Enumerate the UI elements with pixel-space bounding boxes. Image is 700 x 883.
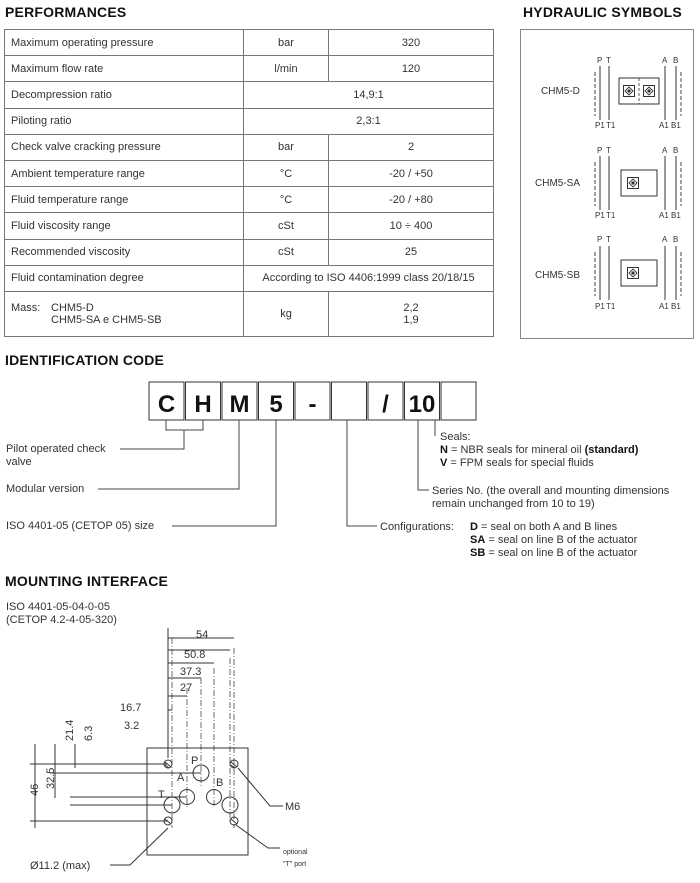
svg-text:B: B [216,777,224,789]
param-cell: Decompression ratio [5,82,244,108]
mounting-standard-2: (CETOP 4.2-4-05-320) [6,614,117,626]
svg-text:T1: T1 [606,302,616,311]
mass-row [5,291,494,336]
performance-row [5,265,494,291]
svg-text:A1: A1 [659,121,669,130]
performance-row [5,82,494,108]
svg-text:T: T [606,146,611,155]
svg-text:B: B [673,56,679,65]
value-cell: 25 [329,239,494,265]
code-char: - [308,391,317,418]
code-box [441,382,476,420]
svg-text:T: T [606,235,611,244]
mass-value-cell: 2,2 1,9 [329,291,494,336]
value-cell: 2 [329,134,494,160]
param-cell: Ambient temperature range [5,160,244,186]
svg-text:"T" port: "T" port [283,861,307,868]
value-cell: -20 / +50 [329,160,494,186]
hydraulic-symbols-title: HYDRAULIC SYMBOLS [523,4,682,20]
mounting-interface-drawing [0,628,700,883]
code-char: C [157,391,176,418]
performance-row [5,239,494,265]
svg-text:32.5: 32.5 [45,767,57,789]
pilot-label: Pilot operated check valve [6,443,106,468]
param-cell: Fluid contamination degree [5,265,244,291]
performance-row [5,30,494,56]
performance-row [5,134,494,160]
value-cell: -20 / +80 [329,187,494,213]
svg-text:46: 46 [29,783,41,796]
code-char: H [194,391,212,418]
svg-text:21.4: 21.4 [64,719,76,741]
svg-text:B: B [673,146,679,155]
svg-text:P: P [597,56,603,65]
svg-text:P1: P1 [595,302,605,311]
performances-title: PERFORMANCES [5,4,127,20]
svg-text:P1: P1 [595,121,605,130]
symbol-chm5-sa [535,146,681,220]
mass-unit-cell: kg [244,291,329,336]
param-cell: Check valve cracking pressure [5,134,244,160]
symbol-label: CHM5-D [541,86,580,97]
svg-text:16.7: 16.7 [120,702,142,714]
svg-text:T1: T1 [606,211,616,220]
code-char: 5 [269,391,283,418]
code-char: 10 [408,391,436,418]
svg-text:B1: B1 [671,302,681,311]
svg-text:T1: T1 [606,121,616,130]
svg-text:T: T [606,56,611,65]
svg-text:A: A [177,772,185,784]
svg-text:M6: M6 [285,801,301,813]
mounting-standard-1: ISO 4401-05-04-0-05 [6,601,110,613]
value-cell: 2,3:1 [244,108,494,134]
value-cell: According to ISO 4406:1999 class 20/18/15 [244,265,494,291]
param-cell: Fluid temperature range [5,187,244,213]
svg-text:B1: B1 [671,121,681,130]
svg-text:3.2: 3.2 [124,720,140,732]
svg-text:A1: A1 [659,302,669,311]
unit-cell: cSt [244,239,329,265]
value-cell: 320 [329,30,494,56]
param-cell: Recommended viscosity [5,239,244,265]
code-char: M [229,391,250,418]
mass-param-cell: Mass: CHM5-D CHM5-SA e CHM5-SB [5,291,244,336]
unit-cell: l/min [244,56,329,82]
svg-text:27: 27 [180,682,193,694]
value-cell: 10 ÷ 400 [329,213,494,239]
svg-text:optional: optional [283,849,308,856]
param-cell: Maximum flow rate [5,56,244,82]
symbol-label: CHM5-SB [535,270,581,281]
svg-text:Ø11.2 (max): Ø11.2 (max) [30,860,91,872]
svg-text:6.3: 6.3 [83,725,95,741]
unit-cell: bar [244,30,329,56]
performance-row [5,160,494,186]
modular-label: Modular version [6,483,85,495]
configurations-title: Configurations: [380,521,454,533]
symbol-chm5-sb [535,235,681,311]
svg-text:T: T [158,789,165,801]
mounting-interface-title: MOUNTING INTERFACE [5,573,169,589]
svg-text:P: P [597,146,603,155]
svg-text:P1: P1 [595,211,605,220]
value-cell: 14,9:1 [244,82,494,108]
code-box [332,382,367,420]
performance-row [5,108,494,134]
code-char: / [382,391,389,418]
svg-text:37.3: 37.3 [180,666,202,678]
symbol-chm5-d [541,56,681,130]
svg-text:50.8: 50.8 [184,649,206,661]
unit-cell: °C [244,187,329,213]
svg-text:P: P [191,755,199,767]
value-cell: 120 [329,56,494,82]
svg-text:B: B [673,235,679,244]
size-label: ISO 4401-05 (CETOP 05) size [6,520,155,532]
seals-block: Seals: N = NBR seals for mineral oil (standard) V = FPM seals for special fluids [440,431,639,469]
svg-text:A: A [662,235,668,244]
unit-cell: °C [244,160,329,186]
symbol-label: CHM5-SA [535,178,581,189]
unit-cell: bar [244,134,329,160]
param-cell: Fluid viscosity range [5,213,244,239]
performances-table [4,29,494,337]
svg-text:A: A [662,56,668,65]
svg-text:A: A [662,146,668,155]
svg-text:54: 54 [196,629,209,641]
param-cell: Piloting ratio [5,108,244,134]
unit-cell: cSt [244,213,329,239]
param-cell: Maximum operating pressure [5,30,244,56]
svg-text:P: P [597,235,603,244]
configurations-block: D = seal on both A and B lines SA = seal on line B of the actuator SB = seal on line B of the actuator [470,521,638,559]
performance-row [5,56,494,82]
performance-row [5,187,494,213]
code-boxes [149,382,476,420]
hydraulic-symbols-drawing [521,30,693,336]
svg-text:A1: A1 [659,211,669,220]
series-block: Series No. (the overall and mounting dimensions remain unchanged from 10 to 19) [432,485,670,510]
identification-code-title: IDENTIFICATION CODE [5,352,165,368]
svg-text:B1: B1 [671,211,681,220]
performance-row [5,213,494,239]
